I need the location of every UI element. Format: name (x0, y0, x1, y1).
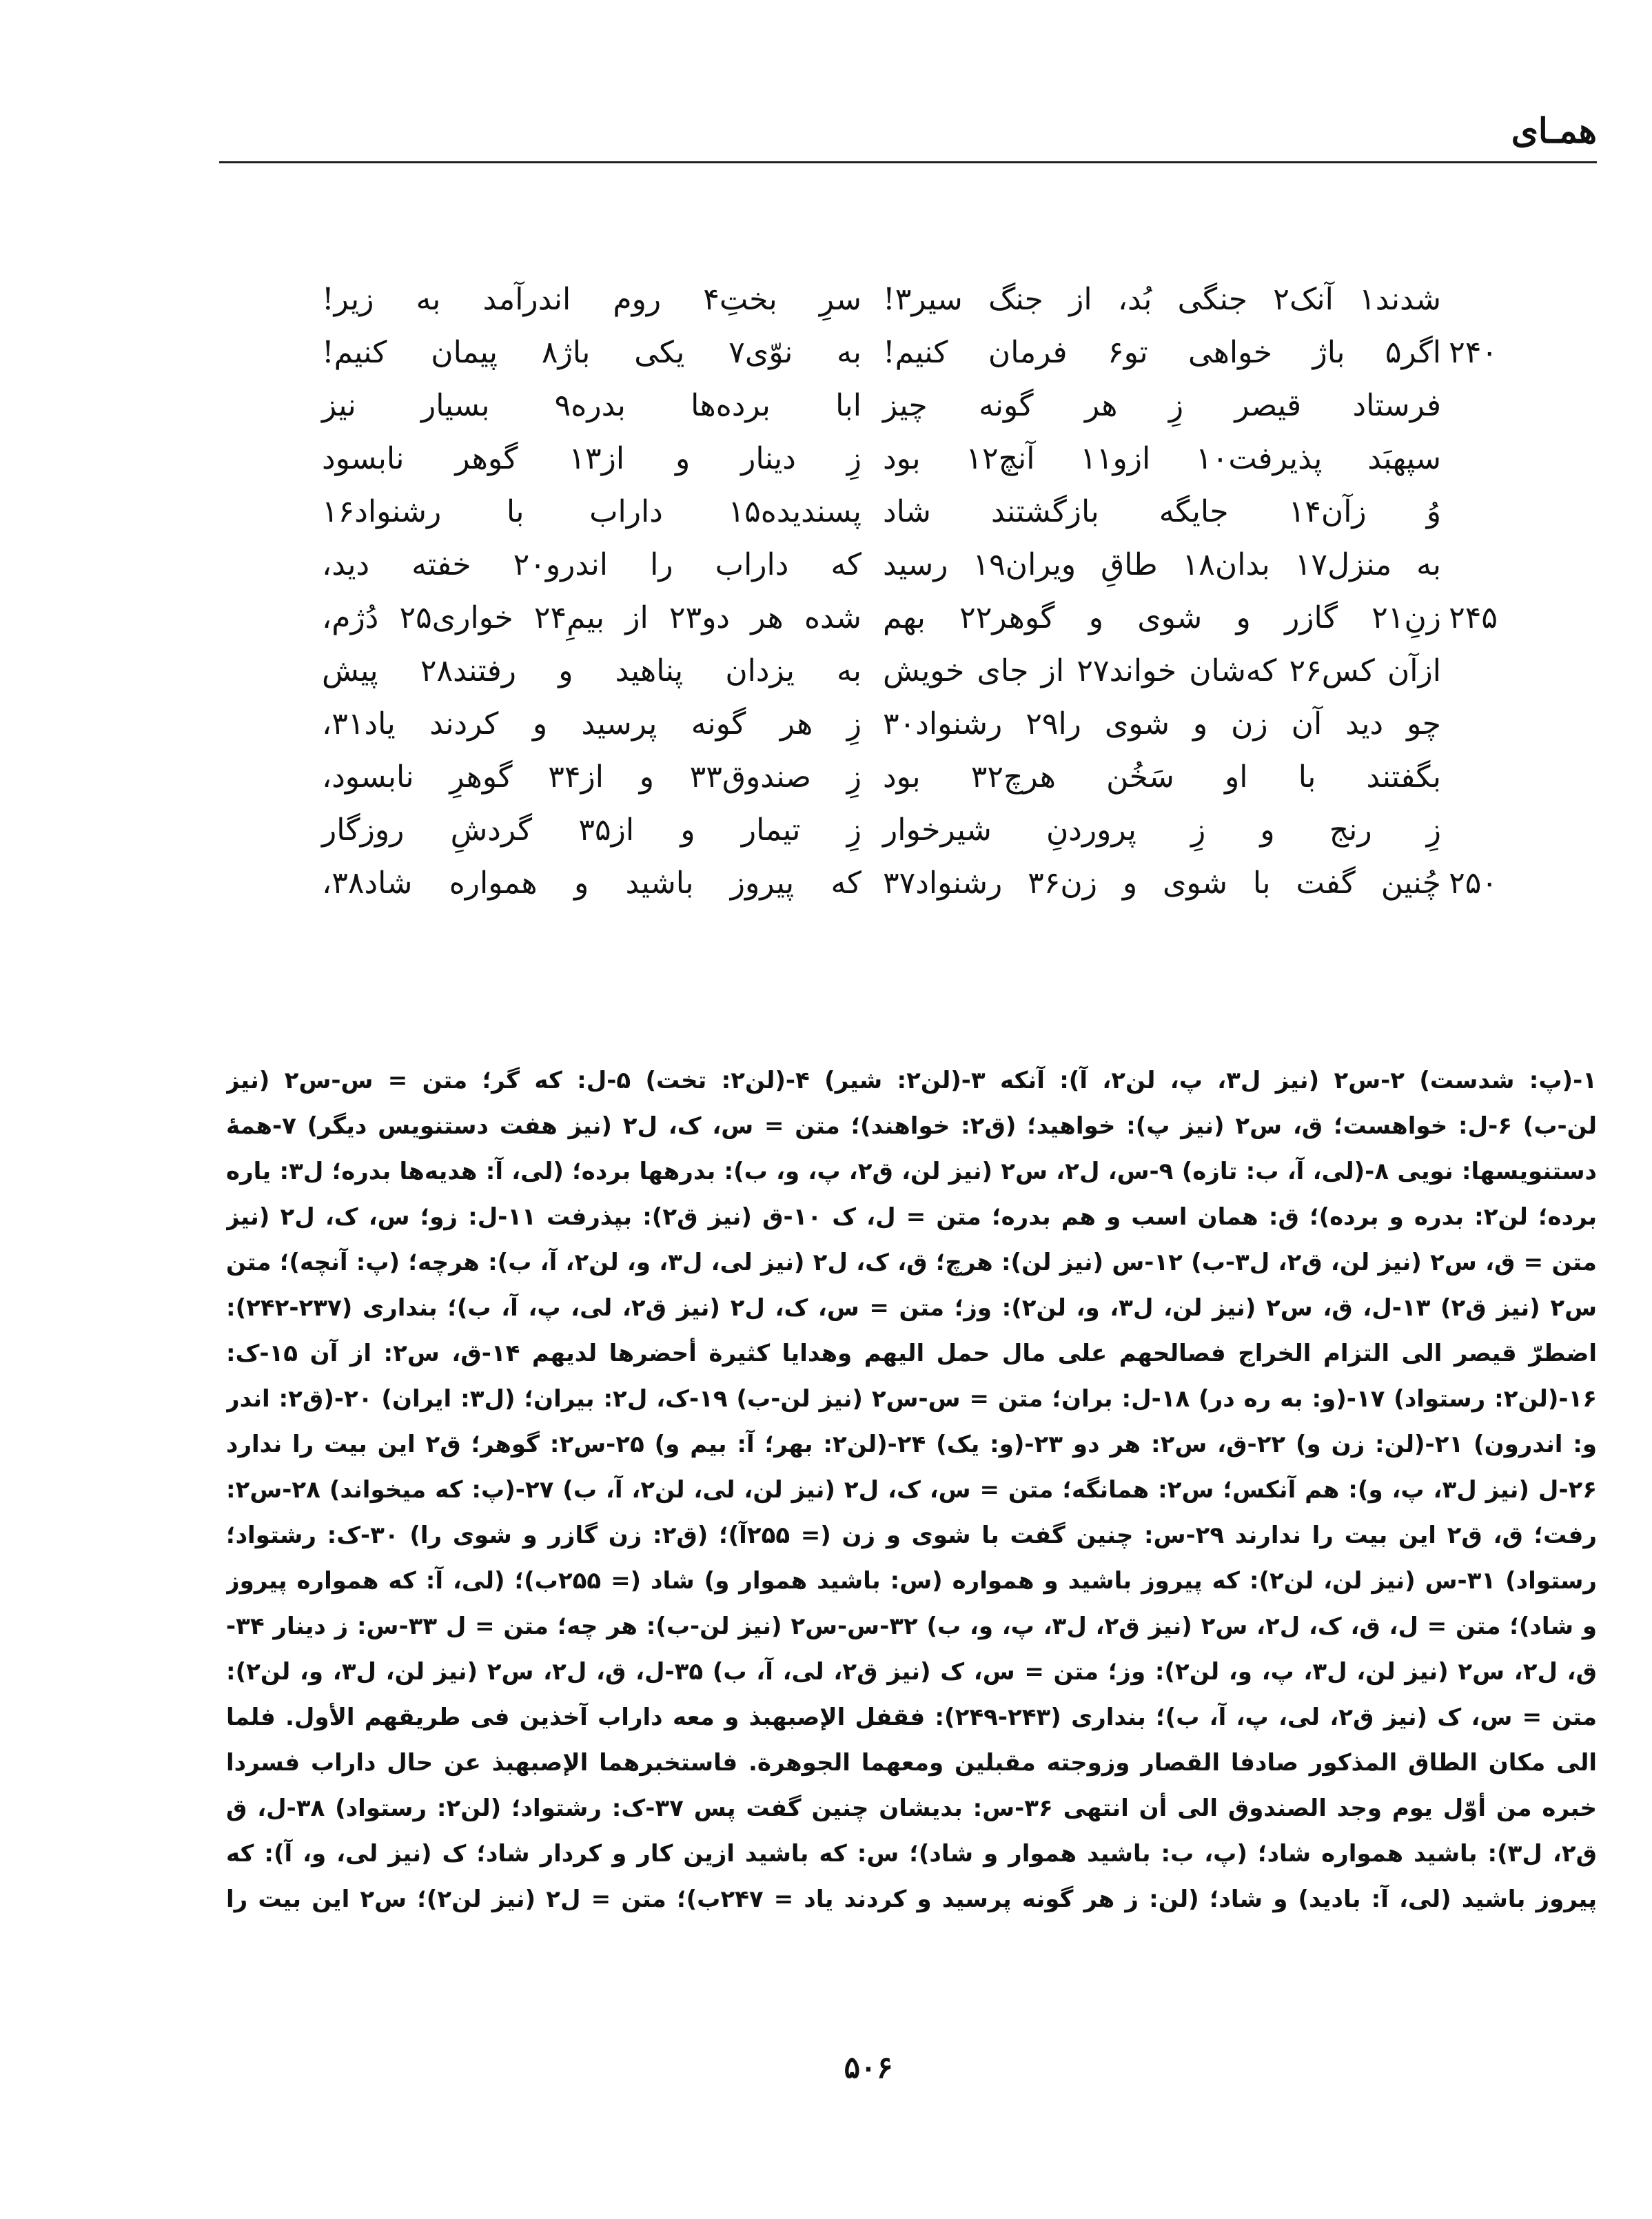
footnote-line: دستنویسها: نویی ۸-(لی، آ، ب: تازه) ۹-س، ل۲، س۲ (نیز لن، ق۲، پ، و، ب): بدرهها برده؛ (لی، آ: هدیه‌ها بدره؛ ل۳: یاره (226, 1158, 1597, 1185)
footnote-line: الی مکان الطاق المذکور صادفا القصار وزوجته مقبلین ومعهما الجوهرة. فاستخبرهما الإصبهبذ عن حال داراب فسردا (226, 1749, 1597, 1777)
verse-hemistich-text: وُ زآن۱۴ جایگه بازگشتند شاد (883, 494, 1441, 529)
running-header-title: همـای (1511, 110, 1597, 151)
footnote-line: و: اندرون) ۲۱-(لن: زن و) ۲۲-ق، س۲: هر دو ۲۳-(و: یک) ۲۴-(لن۲: بهر؛ آ: بیم و) ۲۵-س۲: گوهر؛ ق۲ این بیت را ندارد (226, 1431, 1597, 1458)
verse-hemistich-text: که پیروز باشید و همواره شاد۳۸، (322, 866, 861, 901)
verse-hemistich-text: شدند۱ آنک۲ جنگی بُد، از جنگ سیر۳! (883, 282, 1441, 317)
footnote-line: رفت؛ ق، ق۲ این بیت را ندارند ۲۹-س: چنین گفت با شوی و زن (= ۲۵۵آ)؛ (ق۲: زن گازر و شوی را) ۳۰-ک: رشتواد؛ (226, 1522, 1597, 1549)
verse-line (322, 491, 861, 544)
verse-line (322, 385, 861, 438)
verse-line (322, 810, 861, 863)
verse-hemistich-text: ازآن کس۲۶ که‌شان خواند۲۷ از جای خویش (883, 653, 1441, 688)
verse-line-number: ۲۴۵ (1449, 600, 1498, 635)
verse-hemistich-text: شده هر دو۲۳ از بیمِ۲۴ خواری۲۵ دُژم، (322, 600, 862, 635)
footnote-line: ۱-(پ: شدست) ۲-س۲ (نیز ل۳، پ، لن۲، آ): آنکه ۳-(لن۲: شیر) ۴-(لن۲: تخت) ۵-ل: که گر؛ متن = س-س۲ (نیز (226, 1067, 1597, 1094)
footnote-line: ق، ل۲، س۲ (نیز لن، ل۳، پ، و، لن۲): وز؛ متن = س، ک (نیز ق۲، لی، آ، ب) ۳۵-ل، ق، ل۲، س۲ (نیز لن، ل۳، و، لن۲): (226, 1658, 1597, 1686)
verse-line (883, 863, 1498, 916)
verse-line (883, 544, 1441, 597)
verse-line (322, 332, 861, 385)
footnote-line: لن-ب) ۶-ل: خواهست؛ ق، س۲ (نیز پ): خواهید؛ (ق۲: خواهند)؛ متن = س، ک، ل۲ (نیز هفت دستنویس دیگر) ۷-همهٔ (226, 1112, 1597, 1140)
verse-hemistich-text: زِ صندوق۳۳ و از۳۴ گوهرِ نابسود، (322, 759, 861, 795)
verse-hemistich-text: سپهبَد پذیرفت۱۰ ازو۱۱ آنچ۱۲ بود (883, 441, 1441, 476)
verse-hemistich-text: به یزدان پناهید و رفتند۲۸ پیش (322, 653, 861, 688)
page-number: ۵۰۶ (844, 2050, 893, 2085)
verse-line (883, 332, 1498, 385)
verse-line (322, 757, 861, 810)
footnotes-block (226, 1060, 1597, 1924)
footnote-line: اضطرّ قیصر الی التزام الخراج فصالحهم علی مال حمل الیهم وهدایا کثیرة أحضرها لدیهم ۱۴-ق، س۲: از آن ۱۵-ک: (226, 1340, 1597, 1367)
footnote-line: پیروز باشید (لی، آ: بادید) و شاد؛ (لن: ز هر گونه پرسید و کردند یاد = ۲۴۷ب)؛ متن = ل۲ (نیز لن۲)؛ س۲ این بیت را (226, 1885, 1597, 1913)
verse-hemistich-text: زِ رنج و زِ پروردنِ شیرخوار (883, 812, 1441, 848)
verse-line (883, 810, 1441, 863)
footnote-line: متن = س، ک (نیز ق۲، لی، پ، آ، ب)؛ بنداری (۲۴۳-۲۴۹): فقفل الإصبهبذ و معه داراب آخذین فی طریقهم الأول. فلما (226, 1704, 1597, 1731)
footnote-line: متن = ق، س۲ (نیز لن، ق۲، ل۳-ب) ۱۲-س (نیز لن): هرچ؛ ق، ک، ل۲ (نیز لی، ل۳، و، لن۲، آ، ب): هرچه؛ (پ: آنچه)؛ متن (226, 1249, 1597, 1276)
verse-hemistich-text: چُنین گفت با شوی و زن۳۶ رشنواد۳۷ (883, 866, 1441, 901)
verse-line (322, 704, 861, 757)
verse-line (322, 597, 861, 651)
footnote-line: ۱۶-(لن۲: رستواد) ۱۷-(و: به ره در) ۱۸-ل: بران؛ متن = س-س۲ (نیز لن-ب) ۱۹-ک، ل۲: بیران؛ (ل۳: ایران) ۲۰-(ق۲: اندر (226, 1385, 1597, 1413)
verse-line (883, 279, 1441, 332)
verse-column-left (322, 279, 861, 916)
footnote-line: و شاد)؛ متن = ل، ق، ک، ل۲، س۲ (نیز ق۲، ل۳، پ، و، ب) ۳۲-س-س۲ (نیز لن-ب): هر چه؛ متن = ل ۳۳-س: ز دینار ۳۴- (226, 1613, 1597, 1640)
verse-line-number: ۲۴۰ (1449, 335, 1498, 370)
verse-line (322, 279, 861, 332)
verse-hemistich-text: اگر۵ باژ خواهی تو۶ فرمان کنیم! (883, 335, 1441, 370)
verse-hemistich-text: فرستاد قیصر زِ هر گونه چیز (883, 388, 1441, 423)
verse-line (883, 704, 1441, 757)
verse-hemistich-text: زِ دینار و از۱۳ گوهر نابسود (322, 441, 861, 476)
verse-line (322, 651, 861, 704)
footnote-line: س۲ (نیز ق۲) ۱۳-ل، ق، س۲ (نیز لن، ل۳، و، لن۲): وز؛ متن = س، ک، ل۲ (نیز ق۲، لی، پ، آ، ب)؛ بنداری (۲۳۷-۲۴۲): (226, 1294, 1597, 1322)
footnote-line: برده؛ لن۲: بدره و برده)؛ ق: همان اسب و هم بدره؛ متن = ل، ک ۱۰-ق (نیز ق۲): بپذرفت ۱۱-ل: زو؛ س، ک، ل۲ (نیز (226, 1203, 1597, 1231)
verse-line (322, 863, 861, 916)
footnote-line: ق۲، ل۳): باشید همواره شاد؛ (پ، ب: باشید هموار و شاد)؛ س: که باشید ازین کار و کردار شاد؛ ک (نیز لی، و، آ): که (226, 1840, 1597, 1868)
verse-hemistich-text: ابا برده‌ها بدره۹ بسیار نیز (322, 388, 861, 423)
footnote-line: رستواد) ۳۱-س (نیز لن، لن۲): که پیروز باشید و همواره (س: باشید هموار و) شاد (= ۲۵۵ب)؛ (لی، آ: که همواره پیروز (226, 1567, 1597, 1595)
verse-line (322, 438, 861, 491)
footnote-line: ۲۶-ل (نیز ل۳، پ، و): هم آنکس؛ س۲: همانگه؛ متن = س، ک، ل۲ (نیز لن، لی، لن۲، آ، ب) ۲۷-(پ: که میخواند) ۲۸-س۲: (226, 1476, 1597, 1504)
footnote-line: خبره من أوّل یوم وجد الصندوق الی أن انتهی ۳۶-س: بدیشان چنین گفت پس ۳۷-ک: رشتواد؛ (لن۲: رستواد) ۳۸-ل، ق (226, 1794, 1597, 1822)
verse-column-right (883, 279, 1498, 916)
verse-hemistich-text: زِ هر گونه پرسید و کردند یاد۳۱، (322, 706, 861, 742)
verse-line (883, 385, 1441, 438)
verse-line (883, 438, 1441, 491)
verse-hemistich-text: سرِ بختِ۴ روم اندرآمد به زیر! (322, 282, 861, 317)
verse-hemistich-text: به نوّی۷ یکی باژ۸ پیمان کنیم! (322, 335, 861, 370)
verse-hemistich-text: که داراب را اندرو۲۰ خفته دید، (322, 547, 861, 582)
verse-hemistich-text: چو دید آن زن و شوی را۲۹ رشنواد۳۰ (883, 706, 1441, 742)
verse-hemistich-text: زنِ۲۱ گازر و شوی و گوهر۲۲ بهم (883, 600, 1441, 635)
verse-hemistich-text: بگفتند با او سَخُن هرچ۳۲ بود (883, 759, 1442, 795)
verse-line (883, 757, 1441, 810)
header-rule (219, 161, 1597, 163)
verse-line (883, 651, 1441, 704)
verse-line (883, 597, 1498, 651)
verse-line (883, 491, 1441, 544)
verse-hemistich-text: به منزل۱۷ بدان۱۸ طاقِ ویران۱۹ رسید (883, 547, 1441, 582)
verse-line-number: ۲۵۰ (1449, 866, 1498, 901)
verse-hemistich-text: زِ تیمار و از۳۵ گردشِ روزگار (322, 812, 861, 848)
verse-hemistich-text: پسندیده۱۵ داراب با رشنواد۱۶ (322, 494, 861, 529)
verse-line (322, 544, 861, 597)
